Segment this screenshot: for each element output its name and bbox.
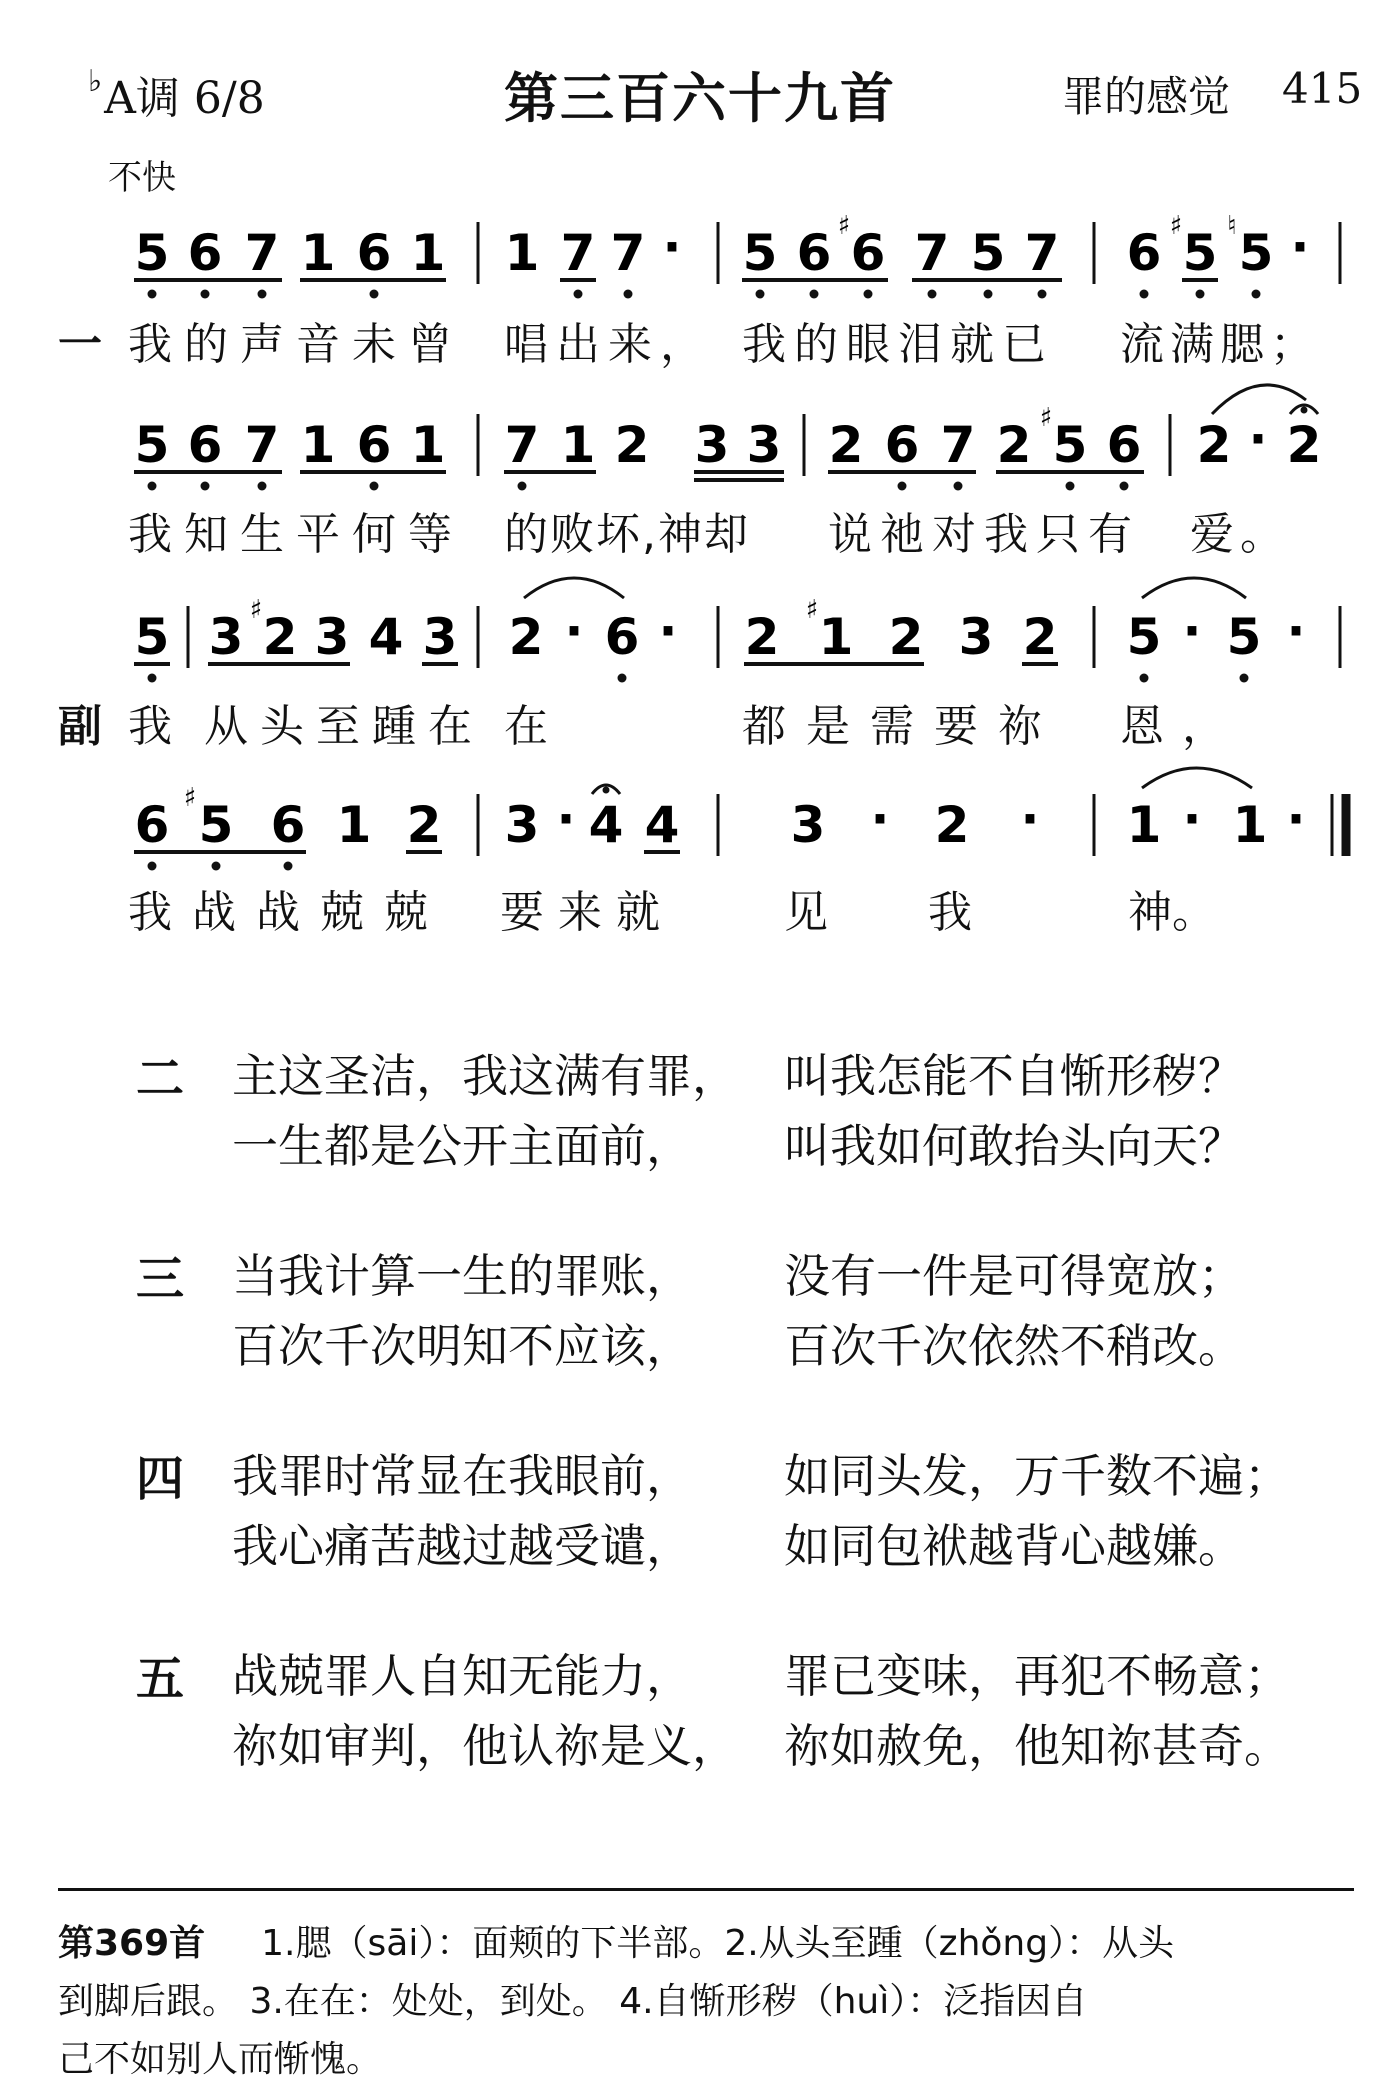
verse-line: 叫我如何敢抬头向天？ xyxy=(784,1119,1244,1173)
note: 1 xyxy=(504,224,540,282)
note: 5 xyxy=(198,796,234,854)
note: 5 xyxy=(1052,416,1088,474)
lower-octave-dot xyxy=(1066,482,1075,491)
verse-label-1: 一 xyxy=(58,319,102,370)
lyric-line-3-seg-5: 恩， xyxy=(1120,701,1244,752)
lower-octave-dot xyxy=(284,862,293,871)
lower-octave-dot xyxy=(954,482,963,491)
note: 1 xyxy=(560,416,596,474)
footnote-line-1 xyxy=(58,1915,1358,1973)
note: 7 xyxy=(914,224,950,282)
sharp-icon: ♯ xyxy=(837,211,851,241)
note: 6 xyxy=(850,224,886,282)
lyric-line-2-seg-2: 的败坏,神却 xyxy=(504,509,750,560)
slur-tie xyxy=(524,578,624,598)
hymn-title: 第三百六十九首 xyxy=(504,67,896,130)
note: 5 xyxy=(742,224,778,282)
rhythm-dot: · xyxy=(1020,790,1040,848)
lower-octave-dot xyxy=(984,290,993,299)
note: 6 xyxy=(796,224,832,282)
note: 2 xyxy=(888,608,924,666)
note: 3 xyxy=(314,608,350,666)
lyric-line-2-seg-1: 我知生平何等 xyxy=(128,509,464,560)
sharp-icon: ♯ xyxy=(183,783,197,813)
note: 1 xyxy=(1126,796,1162,854)
lyric-line-4-seg-2: 要来就 xyxy=(500,887,674,938)
note: 2 xyxy=(262,608,298,666)
slur-tie xyxy=(1142,578,1246,598)
lower-octave-dot xyxy=(810,290,819,299)
score-line-3 xyxy=(134,578,1340,683)
page-number: 415 xyxy=(1282,64,1363,113)
note: 7 xyxy=(1024,224,1060,282)
note: 2 xyxy=(828,416,864,474)
note: 5 xyxy=(970,224,1006,282)
note: 6 xyxy=(356,224,392,282)
lower-octave-dot xyxy=(148,674,157,683)
verse-line: 主这圣洁，我这满有罪， xyxy=(232,1049,738,1103)
lyric-line-1-seg-2: 唱出来， xyxy=(504,319,712,370)
note: 1 xyxy=(410,224,446,282)
note: 5 xyxy=(134,608,170,666)
lower-octave-dot xyxy=(258,482,267,491)
score-line-4 xyxy=(134,768,1346,871)
footnote-text-2: 到脚后跟。 3.在在：处处，到处。 4.自惭形秽（huì）：泛指因自 xyxy=(58,1981,1088,2022)
sharp-icon: ♯ xyxy=(1169,211,1183,241)
key-text: A调 6/8 xyxy=(104,73,265,124)
lyric-line-2-seg-4: 爱。 xyxy=(1190,509,1290,560)
note: 6 xyxy=(187,416,223,474)
lower-octave-dot xyxy=(1140,290,1149,299)
rhythm-dot: · xyxy=(1248,410,1268,468)
sharp-icon: ♯ xyxy=(805,595,819,625)
rhythm-dot: · xyxy=(1182,790,1202,848)
verse-line: 祢如审判，他认祢是义， xyxy=(232,1719,738,1773)
lower-octave-dot xyxy=(148,482,157,491)
note: 2 xyxy=(1022,608,1058,666)
note: 7 xyxy=(560,224,596,282)
verse-line: 如同头发，万千数不遍； xyxy=(784,1449,1290,1503)
lyric-line-1-seg-1: 我的声音未曾 xyxy=(128,319,464,370)
note: 3 xyxy=(504,796,540,854)
verse-line: 祢如赦免，他知祢甚奇。 xyxy=(784,1719,1290,1773)
sharp-icon: ♯ xyxy=(249,595,263,625)
lower-octave-dot xyxy=(1038,290,1047,299)
lower-octave-dot xyxy=(624,290,633,299)
verse-line: 没有一件是可得宽放； xyxy=(784,1249,1244,1303)
note: 5 xyxy=(1182,224,1218,282)
note: 6 xyxy=(270,796,306,854)
note: 3 xyxy=(694,416,730,474)
note: 7 xyxy=(610,224,646,282)
note: 2 xyxy=(614,416,650,474)
footnote-text-3: 己不如别人而惭愧。 xyxy=(58,2039,383,2080)
lower-octave-dot xyxy=(148,862,157,871)
rhythm-dot: · xyxy=(564,602,584,660)
note: 6 xyxy=(134,796,170,854)
score-line-2 xyxy=(134,385,1321,491)
natural-icon: ♮ xyxy=(1227,211,1237,241)
lower-octave-dot xyxy=(212,862,221,871)
note: 4 xyxy=(588,796,624,854)
footnote-divider xyxy=(58,1888,1354,1891)
note: 7 xyxy=(244,224,280,282)
note: 1 xyxy=(1232,796,1268,854)
note: 2 xyxy=(934,796,970,854)
lyric-line-1-seg-3: 我的眼泪就已 xyxy=(742,319,1054,370)
note: 5 xyxy=(134,416,170,474)
lyric-line-4-seg-5: 神。 xyxy=(1128,887,1216,938)
lyric-line-4-seg-4: 我 xyxy=(928,887,972,938)
lyric-line-1-seg-4: 流满腮； xyxy=(1120,319,1320,370)
note: 7 xyxy=(244,416,280,474)
verse-line: 叫我怎能不自惭形秽？ xyxy=(784,1049,1244,1103)
note: 3 xyxy=(422,608,458,666)
score-line-1 xyxy=(134,211,1340,299)
verse-line: 如同包袱越背心越嫌。 xyxy=(784,1519,1244,1573)
note: 4 xyxy=(368,608,404,666)
lower-octave-dot xyxy=(1196,290,1205,299)
note: 5 xyxy=(1226,608,1262,666)
note: 1 xyxy=(818,608,854,666)
lyric-line-3-seg-1: 我 xyxy=(128,701,172,752)
lower-octave-dot xyxy=(1240,674,1249,683)
rhythm-dot: · xyxy=(1286,602,1306,660)
lower-octave-dot xyxy=(201,482,210,491)
lower-octave-dot xyxy=(201,290,210,299)
note: 2 xyxy=(996,416,1032,474)
note: 2 xyxy=(744,608,780,666)
lower-octave-dot xyxy=(370,290,379,299)
fermata-dot xyxy=(1301,407,1308,414)
note: 2 xyxy=(1196,416,1232,474)
slur-tie xyxy=(1142,768,1252,788)
note: 6 xyxy=(1126,224,1162,282)
rhythm-dot: · xyxy=(662,218,682,276)
note: 6 xyxy=(187,224,223,282)
note: 1 xyxy=(410,416,446,474)
verse-line: 当我计算一生的罪账， xyxy=(232,1249,692,1303)
note: 5 xyxy=(1238,224,1274,282)
verse-line: 罪已变味，再犯不畅意； xyxy=(784,1649,1290,1703)
rhythm-dot: · xyxy=(870,790,890,848)
verse-number: 二 xyxy=(136,1051,185,1107)
lyric-line-2-seg-3: 说祂对我只有 xyxy=(828,509,1140,560)
lower-octave-dot xyxy=(258,290,267,299)
lower-octave-dot xyxy=(370,482,379,491)
note: 3 xyxy=(958,608,994,666)
verse-line: 一生都是公开主面前， xyxy=(232,1119,692,1173)
verse-line: 我罪时常显在我眼前， xyxy=(232,1449,692,1503)
lower-octave-dot xyxy=(864,290,873,299)
flat-sign-icon: ♭ xyxy=(88,64,103,99)
verse-label-3: 副 xyxy=(58,701,102,752)
lyric-line-4-seg-1: 我战战兢兢 xyxy=(128,887,448,938)
rhythm-dot: · xyxy=(1286,790,1306,848)
note: 3 xyxy=(746,416,782,474)
verse-line: 百次千次明知不应该， xyxy=(232,1319,692,1373)
note: 6 xyxy=(604,608,640,666)
footnote-text-1: 1.腮（sāi）：面颊的下半部。2.从头至踵（zhǒng）：从头 xyxy=(261,1923,1175,1964)
lower-octave-dot xyxy=(928,290,937,299)
rhythm-dot: · xyxy=(658,602,678,660)
note: 2 xyxy=(1286,416,1322,474)
note: 6 xyxy=(356,416,392,474)
lower-octave-dot xyxy=(574,290,583,299)
rhythm-dot: · xyxy=(1290,218,1310,276)
lower-octave-dot xyxy=(618,674,627,683)
footnote xyxy=(58,1915,1358,2089)
lower-octave-dot xyxy=(148,290,157,299)
sharp-icon: ♯ xyxy=(1039,403,1053,433)
lower-octave-dot xyxy=(1120,482,1129,491)
lower-octave-dot xyxy=(756,290,765,299)
note: 1 xyxy=(336,796,372,854)
note: 1 xyxy=(300,224,336,282)
note: 4 xyxy=(644,796,680,854)
note: 7 xyxy=(504,416,540,474)
note: 7 xyxy=(940,416,976,474)
verse-number: 五 xyxy=(136,1651,185,1707)
lyric-line-3-seg-4: 都是需要祢 xyxy=(742,701,1062,752)
fermata-dot xyxy=(603,787,610,794)
note: 5 xyxy=(134,224,170,282)
verse-number: 四 xyxy=(136,1451,185,1507)
note: 6 xyxy=(1106,416,1142,474)
tempo-marking: 不快 xyxy=(108,158,176,198)
note: 5 xyxy=(1126,608,1162,666)
lower-octave-dot xyxy=(1252,290,1261,299)
note: 1 xyxy=(300,416,336,474)
note: 3 xyxy=(790,796,826,854)
note: 2 xyxy=(508,608,544,666)
verse-number: 三 xyxy=(136,1251,185,1307)
lower-octave-dot xyxy=(898,482,907,491)
note: 6 xyxy=(884,416,920,474)
lyric-line-4-seg-3: 见 xyxy=(784,887,828,938)
lyric-line-3-seg-2: 从头至踵在 xyxy=(204,701,484,752)
rhythm-dot: · xyxy=(556,790,576,848)
verse-line: 战兢罪人自知无能力， xyxy=(232,1649,692,1703)
verse-line: 我心痛苦越过越受谴， xyxy=(232,1519,692,1573)
lower-octave-dot xyxy=(518,482,527,491)
note: 2 xyxy=(406,796,442,854)
note: 3 xyxy=(208,608,244,666)
hymn-topic: 罪的感觉 xyxy=(1062,72,1231,121)
verse-line: 百次千次依然不稍改。 xyxy=(784,1319,1244,1373)
lower-octave-dot xyxy=(1140,674,1149,683)
rhythm-dot: · xyxy=(1182,602,1202,660)
footnote-label: 第369首 xyxy=(58,1923,206,1964)
lyric-line-3-seg-3: 在 xyxy=(504,701,548,752)
